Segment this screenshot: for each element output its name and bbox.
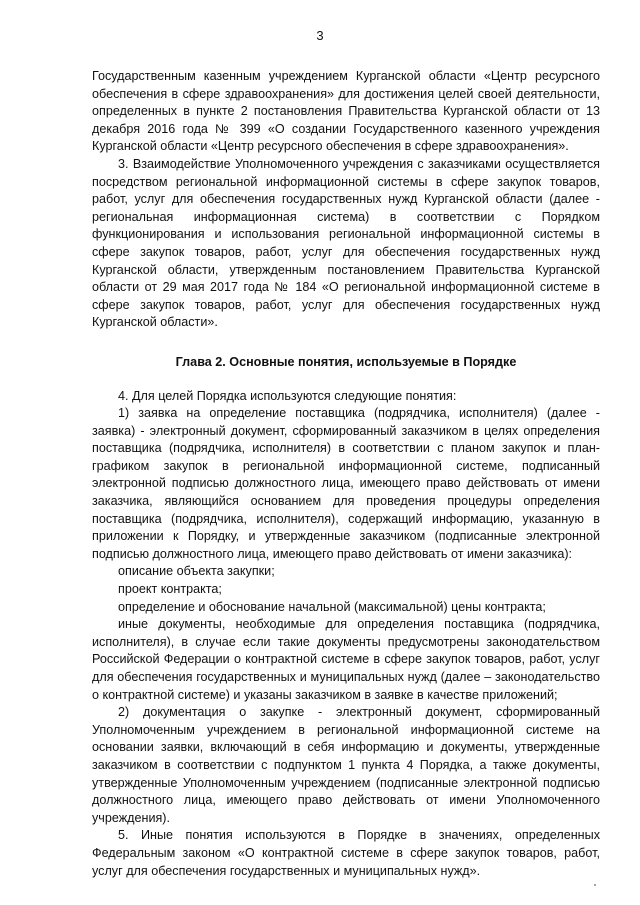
list-item-price-justification: определение и обоснование начальной (максимальной) цены контракта; [118, 599, 546, 614]
paragraph-5: 5. Иные понятия используются в Порядке в значениях, определенных Федеральным законом «О контрактной системе в сфере закупок товаров, работ, услуг для обеспечения государственных и муниципальных нужд». [92, 828, 600, 878]
paragraph-3: 3. Взаимодействие Уполномоченного учреждения с заказчиками осуществляется посредством региональной информационной системы в сфере закупок товаров, работ, услуг для обеспечения государственных нужд Курганской области (далее - региональная информационная система) в соответствии с Порядком функционирования и использования региональной информационной системы в сфере закупок товаров, работ, услуг для обеспечения государственных нужд Курганской области, утвержденным постановлением Правительства Курганской области от 29 мая 2017 года № 184 «О региональной информационной системе в сфере закупок товаров, работ, услуг для обеспечения государственных нужд Курганской области». [92, 156, 600, 330]
list-item-other-documents: иные документы, необходимые для определения поставщика (подрядчика, исполнителя), в случае если такие документы предусмотрены законодательством Российской Федерации о контрактной системе в сфере закупок товаров, работ, услуг для обеспечения государственных и муниципальных нужд (далее – законодательство о контрактной системе) и указаны заказчиком в заявке в качестве приложений; [92, 617, 600, 702]
paragraph-4-2: 2) документация о закупке - электронный документ, сформированный Уполномоченным учреждением в региональной информационной системе на основании заявки, включающий в себя информацию и документы, утвержденные заказчиком в соответствии с подпунктом 1 пункта 4 Порядка, а также документы, утвержденные Уполномоченным учреждением (подписанные электронной подписью должностного лица, имеющего право действовать от имени Уполномоченного учреждения). [92, 705, 600, 825]
paragraph-4-1: 1) заявка на определение поставщика (подрядчика, исполнителя) (далее - заявка) - электронный документ, сформированный заказчиком в целях определения поставщика (подрядчика, исполнителя) в соответствии с планом закупок и план-графиком закупок в региональной информационной системе, подписанный электронной подписью должностного лица, имеющего право действовать от имени заказчика, являющийся основанием для проведения процедуры определения поставщика (подрядчика, исполнителя), содержащий информацию, указанную в приложении к Порядку, и утвержденные заказчиком (подписанные электронной подписью должностного лица, имеющего право действовать от имени заказчика): [92, 406, 600, 561]
paragraph-continuation: Государственным казенным учреждением Курганской области «Центр ресурсного обеспечения в сфере здравоохранения» для достижения целей своей деятельности, определенных в пункте 2 постановления Правительства Курганской области от 13 декабря 2016 года № 399 «О создании Государственного казенного учреждения Курганской области «Центр ресурсного обеспечения в сфере здравоохранения». [92, 69, 600, 154]
page-number: 3 [316, 28, 324, 43]
scan-dot [594, 884, 596, 886]
document-body [92, 68, 600, 880]
list-item-contract-draft: проект контракта; [118, 582, 222, 597]
chapter-heading: Глава 2. Основные понятия, используемые в Порядке [175, 354, 517, 369]
paragraph-4: 4. Для целей Порядка используются следующие понятия: [118, 388, 457, 403]
list-item-object-description: описание объекта закупки; [118, 564, 275, 579]
